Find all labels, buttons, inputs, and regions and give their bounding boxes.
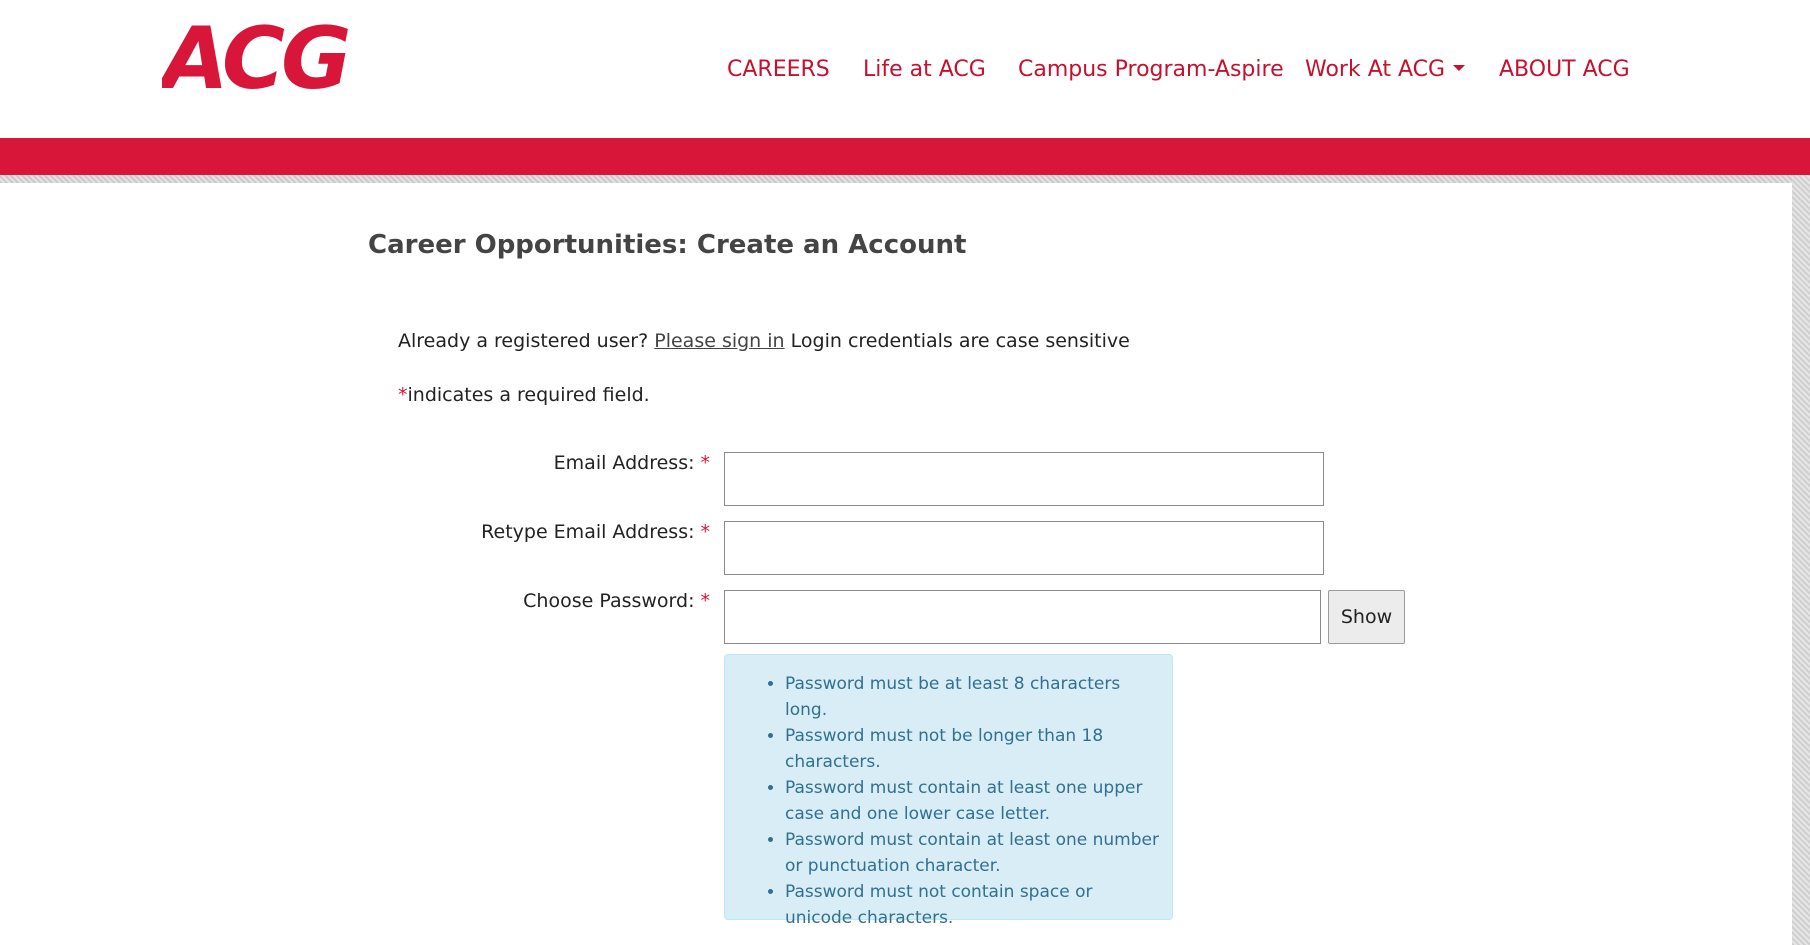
chevron-down-icon <box>1453 65 1465 71</box>
nav-life-at-acg[interactable]: Life at ACG <box>863 57 986 82</box>
nav-work-at-acg-label: Work At ACG <box>1305 57 1446 82</box>
divider-strip <box>0 175 1810 183</box>
email-required-star: * <box>700 452 710 474</box>
password-required-star: * <box>700 590 710 612</box>
email-label <box>554 452 710 474</box>
password-rule: • Password must contain at least one number or punctuation character. <box>785 827 1162 879</box>
retype-email-label-text: Retype Email Address: <box>481 521 695 543</box>
sign-in-link[interactable]: Please sign in <box>654 330 785 352</box>
site-header <box>0 0 1810 138</box>
case-sensitive-note: Login credentials are case sensitive <box>790 330 1130 352</box>
registered-user-note <box>398 330 1130 352</box>
nav-careers[interactable]: CAREERS <box>727 57 830 82</box>
password-rule: • Password must contain at least one upper case and one lower case letter. <box>785 775 1162 827</box>
email-field[interactable] <box>724 452 1324 506</box>
show-password-button[interactable]: Show <box>1328 590 1405 644</box>
page-title: Career Opportunities: Create an Account <box>368 230 967 260</box>
password-label-text: Choose Password: <box>523 590 695 612</box>
email-label-text: Email Address: <box>553 452 695 474</box>
nav-about-acg[interactable]: ABOUT ACG <box>1499 57 1630 82</box>
password-rule: • Password must not contain space or unicode characters. <box>785 879 1162 931</box>
registered-prefix: Already a registered user? <box>398 330 649 352</box>
nav-campus-program[interactable]: Campus Program-Aspire <box>1018 57 1284 82</box>
required-note-text: indicates a required field. <box>407 384 650 406</box>
svg-text:ACG: ACG <box>162 12 348 92</box>
password-rule: • Password must be at least 8 characters long. <box>785 671 1162 723</box>
required-field-note <box>398 384 650 406</box>
main-nav <box>0 54 1810 86</box>
brand-band <box>0 138 1810 175</box>
retype-email-required-star: * <box>700 521 710 543</box>
password-rules-panel <box>724 654 1173 928</box>
password-rule: • Password must not be longer than 18 characters. <box>785 723 1162 775</box>
password-label <box>523 590 710 612</box>
password-rules-list <box>763 671 1162 931</box>
password-field[interactable] <box>724 590 1321 644</box>
right-edge-strip <box>1792 175 1810 945</box>
required-star: * <box>398 384 408 406</box>
retype-email-label <box>481 521 710 543</box>
nav-work-at-acg[interactable] <box>1305 54 1465 86</box>
retype-email-field[interactable] <box>724 521 1324 575</box>
